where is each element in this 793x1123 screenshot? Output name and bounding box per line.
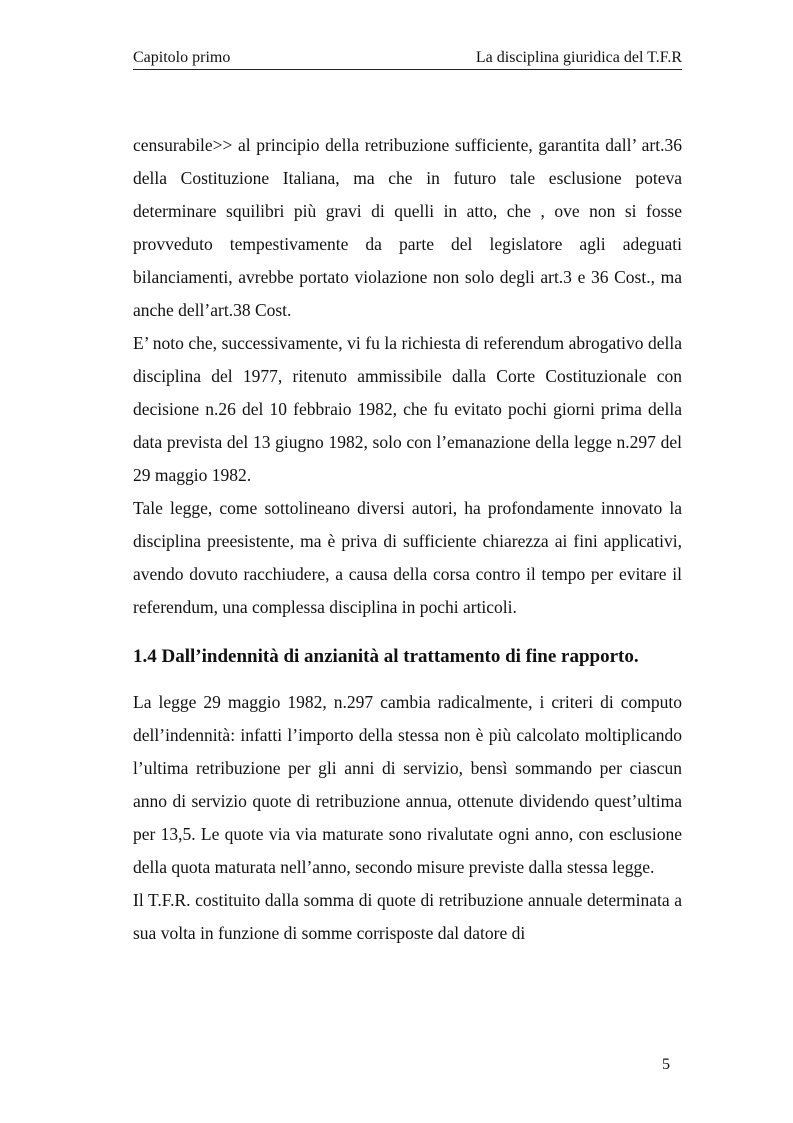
paragraph: E’ noto che, successivamente, vi fu la richiesta di referendum abrogativo della disciplina del 1977, ritenuto ammissibile dalla Corte Costituzionale con decisione n.26 del 10 febbraio 1982, che fu evitato pochi giorni prima della data prevista del 13 giugno 1982, solo con l’emanazione della legge n.297 del 29 maggio 1982. (133, 333, 682, 485)
section-running-title: La disciplina giuridica del T.F.R (475, 49, 682, 66)
section-heading: 1.4 Dall’indennità di anzianità al trattamento di fine rapporto. (133, 646, 639, 667)
page-number: 5 (662, 1056, 670, 1073)
paragraph: La legge 29 maggio 1982, n.297 cambia radicalmente, i criteri di computo dell’indennità: infatti l’importo della stessa non è più calcolato moltiplicando l’ultima retribuzione per gli anni di servizio, bensì sommando per ciascun anno di servizio quote di retribuzione annua, ottenute dividendo quest’ultima per 13,5. Le quote via via maturate sono rivalutate ogni anno, con esclusione della quota maturata nell’anno, secondo misure previste dalla stessa legge. (133, 692, 682, 877)
page-body (133, 129, 682, 950)
paragraph: censurabile>> al principio della retribuzione sufficiente, garantita dall’ art.36 della Costituzione Italiana, ma che in futuro tale esclusione poteva determinare squilibri più gravi di quelli in atto, che , ove non si fosse provveduto tempestivamente da parte del legislatore agli adeguati bilanciamenti, avrebbe portato violazione non solo degli art.3 e 36 Cost., ma anche dell’art.38 Cost. (133, 135, 682, 320)
chapter-label: Capitolo primo (133, 49, 231, 66)
running-header (133, 47, 682, 70)
paragraph: Tale legge, come sottolineano diversi autori, ha profondamente innovato la disciplina preesistente, ma è priva di sufficiente chiarezza ai fini applicativi, avendo dovuto racchiudere, a causa della corsa contro il tempo per evitare il referendum, una complessa disciplina in pochi articoli. (133, 498, 682, 617)
paragraph: Il T.F.R. costituito dalla somma di quote di retribuzione annuale determinata a sua volta in funzione di somme corrisposte dal datore di (133, 890, 682, 943)
